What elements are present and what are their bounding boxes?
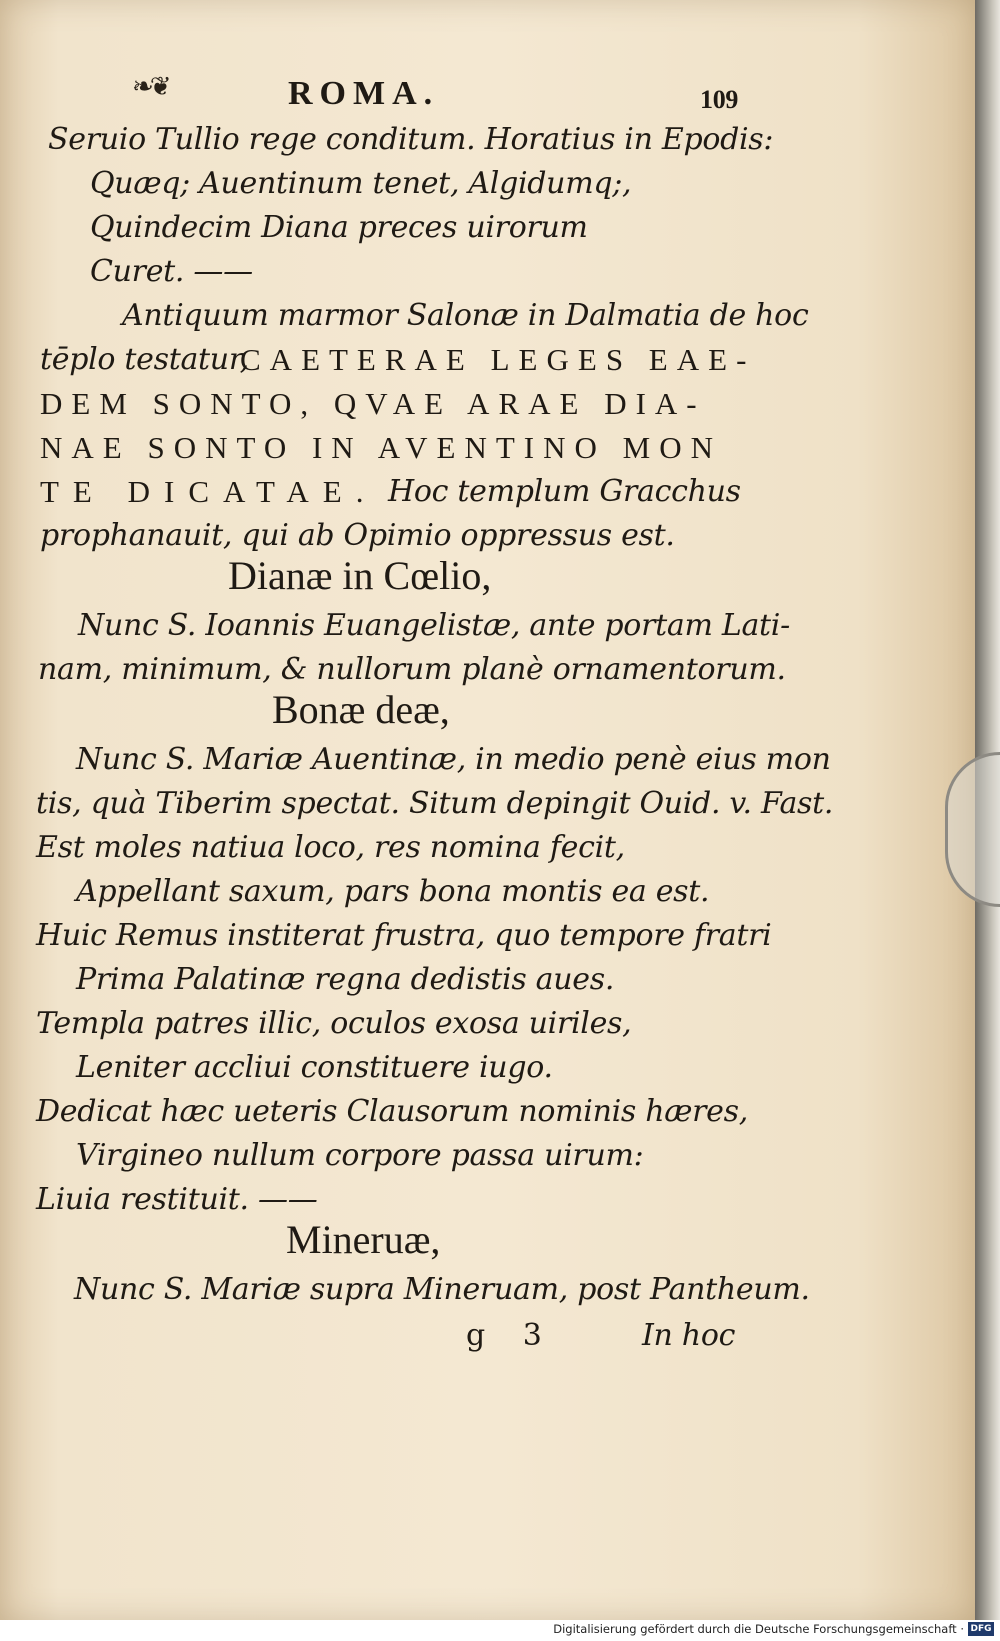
- banner-text: Digitalisierung gefördert durch die Deutsche Forschungsgemeinschaft ·: [553, 1622, 964, 1636]
- text-line: tis, quà Tiberim spectat. Situm depingit Ouid. v. Fast.: [36, 786, 834, 821]
- text-line: prophanauit, qui ab Opimio oppressus est.: [40, 518, 675, 553]
- section-heading: Bonæ deæ,: [272, 687, 450, 732]
- inscription-line: TE DICATAE.: [40, 474, 378, 509]
- text-line: Appellant saxum, pars bona montis ea est.: [76, 874, 710, 909]
- inscription-line: DEM SONTO, QVAE ARAE DIA-: [40, 386, 706, 421]
- text-line: Antiquum marmor Salonæ in Dalmatia de hoc: [122, 298, 809, 333]
- inscription-line: NAE SONTO IN AVENTINO MON: [40, 430, 722, 465]
- digitization-banner: [0, 1620, 1000, 1641]
- text-line: Liuia restituit. ——: [36, 1182, 318, 1217]
- text-line: Curet. ——: [90, 254, 253, 289]
- section-heading: Dianæ in Cœlio,: [228, 553, 492, 598]
- running-title: ROMA.: [288, 75, 440, 112]
- text-line: Prima Palatinæ regna dedistis aues.: [76, 962, 615, 997]
- dfg-logo-icon: DFG: [968, 1622, 994, 1636]
- text-line: tēplo testatur,: [40, 342, 249, 377]
- folio-number: 109: [700, 85, 739, 114]
- text-line: Quæq; Auentinum tenet, Algidumq;,: [90, 166, 632, 201]
- text-line: Hoc templum Gracchus: [388, 474, 741, 509]
- ornament-icon: ❧❦: [132, 72, 168, 102]
- text-line: Huic Remus institerat frustra, quo tempore fratri: [36, 918, 772, 953]
- text-line: nam, minimum, & nullorum planè ornamentorum.: [38, 652, 786, 687]
- text-line: Nunc S. Mariæ Auentinæ, in medio penè eius mon: [76, 742, 831, 777]
- text-line: Virgineo nullum corpore passa uirum:: [76, 1138, 644, 1173]
- catchword: In hoc: [642, 1318, 736, 1353]
- text-line: Dedicat hæc ueteris Clausorum nominis hæres,: [36, 1094, 748, 1129]
- text-line: Nunc S. Ioannis Euangelistæ, ante portam Lati-: [78, 608, 790, 643]
- text-line: Est moles natiua loco, res nomina fecit,: [36, 830, 625, 865]
- signature-mark: g 3: [466, 1318, 556, 1353]
- text-line: Seruio Tullio rege conditum. Horatius in Epodis:: [48, 122, 774, 157]
- text-line: Nunc S. Mariæ supra Mineruam, post Pantheum.: [74, 1272, 810, 1307]
- text-line: Leniter accliui constituere iugo.: [76, 1050, 553, 1085]
- text-line: Quindecim Diana preces uirorum: [90, 210, 588, 245]
- inscription-line: CAETERAE LEGES EAE-: [240, 342, 756, 377]
- section-heading: Mineruæ,: [286, 1217, 441, 1262]
- text-line: Templa patres illic, oculos exosa uiriles,: [36, 1006, 632, 1041]
